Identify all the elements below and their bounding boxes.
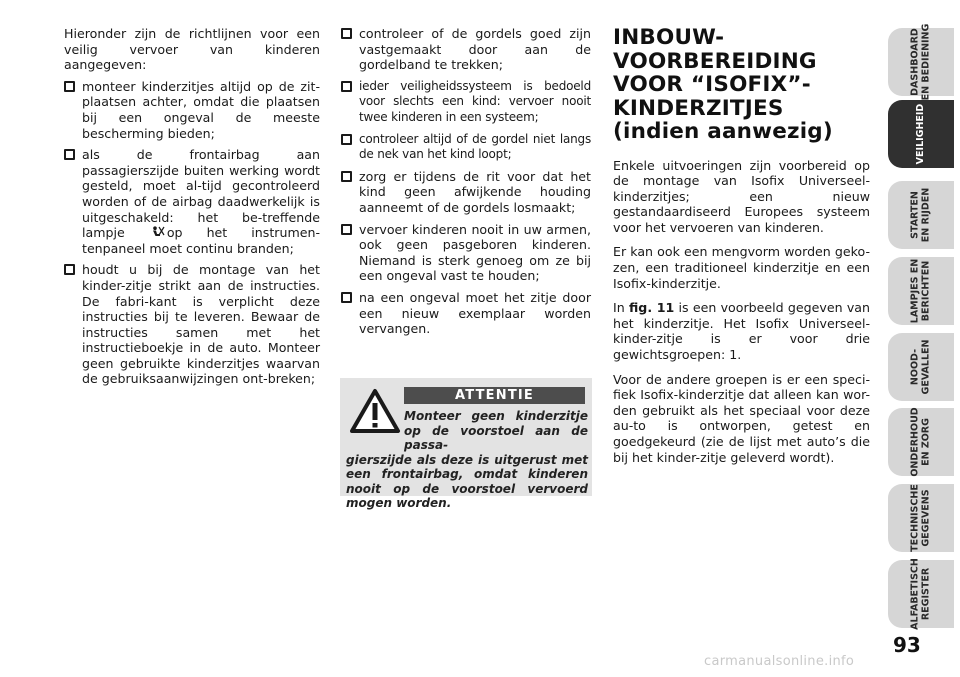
intro-paragraph: Hieronder zijn de richtlijnen voor een veilig vervoer van kinderen aangegeven: — [64, 26, 320, 73]
checkbox-bullet-icon — [341, 171, 352, 182]
warning-box — [340, 378, 592, 510]
paragraph: Enkele uitvoeringen zijn voorbereid op de montage van Isofix Universeel-kinderzitjes; een nieuw gestandaardiseerd Europees systeem voor het vervoeren van kinderen. — [613, 157, 870, 235]
checkbox-bullet-icon — [341, 134, 352, 145]
tab-emergencies[interactable]: NOOD- GEVALLEN — [888, 333, 954, 401]
right-column — [613, 26, 870, 474]
checkbox-bullet-icon — [341, 81, 352, 92]
page-number: 93 — [893, 633, 921, 657]
paragraph: Er kan ook een mengvorm worden geko-zen, een traditioneel kinderzitje en een Isofix-kinderzitje. — [613, 244, 870, 291]
checkbox-bullet-icon — [341, 292, 352, 303]
paragraph: Voor de andere groepen is er een speci-fiek Isofix-kinderzitje dat alleen kan wor-den gebruikt als het speciaal voor deze au-to is ontworpen, getest en goedgekeurd (zie de lijst met auto’s die bij het kinder-zitje geleverd wordt). — [613, 371, 870, 465]
airbag-off-indicator-icon — [151, 226, 165, 238]
tab-starting-driving[interactable]: STARTEN EN RIJDEN — [888, 181, 954, 249]
list-item: monteer kinderzitjes altijd op de zit-plaatsen achter, omdat die plaatsen bij een ongeval de meeste bescherming bieden; — [64, 79, 320, 141]
checkbox-bullet-icon — [64, 264, 75, 275]
warning-title: ATTENTIE — [404, 387, 585, 404]
figure-reference: fig. 11 — [628, 300, 675, 316]
list-item: na een ongeval moet het zitje door een nieuw exemplaar worden vervangen. — [341, 290, 591, 337]
checkbox-bullet-icon — [341, 28, 352, 39]
watermark: carmanualsonline.info — [704, 654, 855, 669]
section-heading: INBOUW- VOORBEREIDING VOOR “ISOFIX”- KINDERZITJES (indien aanwezig) — [613, 25, 833, 144]
checkbox-bullet-icon — [64, 81, 75, 92]
warning-text: Monteer geen kinderzitje op de voorstoel aan de passa- gierszijde als deze is uitgerust met een frontairbag, omdat kinderen nooit op de voorstoel vervoerd mogen worden. — [346, 409, 588, 510]
list-item: zorg er tijdens de rit voor dat het kind geen afwijkende houding aanneemt of de gordels losmaakt; — [341, 169, 591, 216]
left-column — [64, 26, 320, 393]
paragraph: In fig. 11 is een voorbeeld gegeven van het kinderzitje. Het Isofix Universeel-kinder-zitje is er voor drie gewichtsgroepen: 1. — [613, 300, 870, 363]
list-item: controleer of de gordels goed zijn vastgemaakt door aan de gordelband te trekken; — [341, 26, 591, 73]
guideline-list-2 — [341, 26, 591, 337]
middle-column — [341, 26, 591, 343]
checkbox-bullet-icon — [341, 224, 352, 235]
list-item: als de frontairbag aan passagierszijde buiten werking wordt gesteld, moet al-tijd gecontroleerd worden of de airbag daadwerkelijk is uitgeschakeld: het be-treffende lampje op het instrumen-tenpaneel moet continu branden; — [64, 147, 320, 256]
list-item: houdt u bij de montage van het kinder-zitje strikt aan de instructies. De fabri-kant is verplicht deze instructies bij te leveren. Bewaar de instructies samen met het instructieboekje in de auto. Monteer geen gebruikte kinderzitjes waarvan de gebruiksaanwijzingen ont-breken; — [64, 262, 320, 387]
tab-technical-data[interactable]: TECHNISCHE GEGEVENS — [888, 484, 954, 552]
tab-safety[interactable]: VEILIGHEID — [888, 100, 954, 168]
tab-dashboard[interactable]: DASHBOARD EN BEDIENING — [888, 28, 954, 96]
tab-maintenance[interactable]: ONDERHOUD EN ZORG — [888, 408, 954, 476]
checkbox-bullet-icon — [64, 149, 75, 160]
list-item: controleer altijd of de gordel niet langs de nek van het kind loopt; — [341, 132, 591, 163]
tab-warning-lights[interactable]: LAMPJES EN BERICHTEN — [888, 257, 954, 325]
guideline-list-1 — [64, 79, 320, 387]
list-item: ieder veiligheidssysteem is bedoeld voor slechts een kind: vervoer nooit twee kinderen in een systeem; — [341, 79, 591, 126]
tab-index[interactable]: ALFABETISCH REGISTER — [888, 560, 954, 628]
list-item: vervoer kinderen nooit in uw armen, ook geen pasgeboren kinderen. Niemand is sterk genoeg om ze bij een ongeval vast te houden; — [341, 222, 591, 284]
